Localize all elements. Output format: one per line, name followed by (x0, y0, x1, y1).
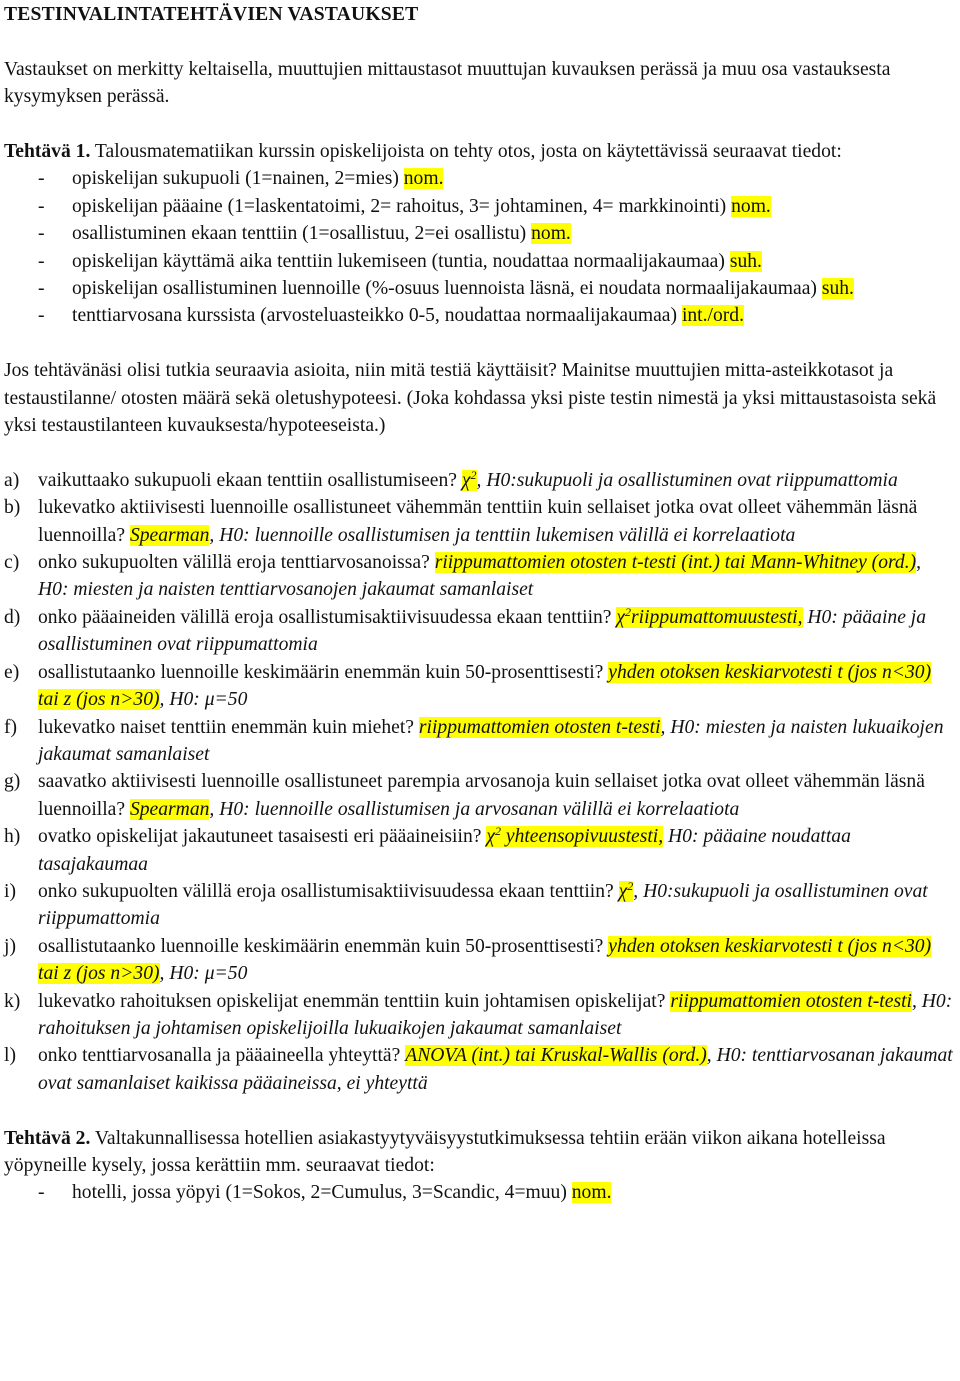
item-question: onko tenttiarvosanalla ja pääaineella yhteyttä? (38, 1045, 406, 1067)
intro-paragraph: Vastaukset on merkitty keltaisella, muuttujien mittaustasot muuttujan kuvauksen perässä ja muu osa vastauksesta kysymyksen perässä. (4, 58, 891, 108)
variable-text: tenttiarvosana kurssista (arvosteluasteikko 0-5, noudattaa normaalijakaumaa) (72, 305, 682, 327)
item-letter: e) (4, 661, 20, 683)
list-item (4, 988, 956, 1043)
item-letter: c) (4, 552, 20, 574)
list-item (4, 768, 956, 823)
task1-item-list (4, 467, 956, 1097)
item-question: lukevatko rahoituksen opiskelijat enemmän tenttiin kuin johtamisen opiskelijat? (38, 990, 671, 1012)
measurement-level: suh. (729, 250, 762, 272)
task2-variable-list (4, 1179, 956, 1206)
task1-intro (4, 138, 956, 165)
item-question: ovatko opiskelijat jakautuneet tasaisesti eri pääaineisiin? (38, 826, 487, 848)
item-answer: riippumattomien otosten t-testi (670, 990, 912, 1012)
task1-question (4, 357, 956, 439)
list-item (4, 823, 956, 878)
item-answer: yhden otoksen keskiarvotesti t (jos n<30) tai z (jos n>30) (38, 935, 932, 985)
measurement-level: nom. (731, 195, 771, 217)
item-hypothesis: , H0:sukupuoli ja osallistuminen ovat riippumattomia (476, 469, 898, 491)
item-letter: d) (4, 606, 21, 628)
item-answer: riippumattomien otosten t-testi (418, 716, 661, 738)
variable-item: - opiskelijan pääaine (1=laskentatoimi, 2= rahoitus, 3= johtaminen, 4= markkinointi) nom. (38, 195, 771, 217)
variable-item: - opiskelijan osallistuminen luennoille (%-osuus luennoista läsnä, ei noudata normaalijakaumaa) suh. (38, 278, 854, 300)
list-item (4, 467, 956, 494)
item-answer: $\chi^2$ yhteensopivuustesti, (486, 824, 664, 848)
item-hypothesis: H0: pääaine ja osallistuminen ovat riippumattomia (38, 606, 927, 656)
variable-item: - tenttiarvosana kurssista (arvosteluasteikko 0-5, noudattaa normaalijakaumaa) int./ord. (38, 305, 744, 327)
question-part: Mainitse muuttujien mitta-asteikkotasot ja testaustilanne/ otosten määrä sekä oletushypoteesi. (4, 360, 894, 409)
item-answer: $\chi^2$ (461, 467, 477, 491)
item-question: osallistutaanko luennoille keskimäärin enemmän kuin 50-prosenttisesti? (38, 935, 609, 957)
task2-label: Tehtävä 2. (4, 1127, 91, 1149)
list-item (4, 659, 956, 714)
item-answer: Spearman (129, 524, 210, 546)
item-hypothesis: , H0: luennoille osallistumisen ja arvosanan välillä ei korrelaatiota (209, 798, 740, 820)
item-letter: h) (4, 826, 21, 848)
item-answer: riippumattomien otosten t-testi (int.) tai Mann-Whitney (ord.) (434, 552, 917, 574)
measurement-level: nom. (571, 1182, 612, 1204)
measurement-level: int./ord. (681, 305, 744, 327)
list-item (4, 494, 956, 549)
item-answer: $\chi^2$ (618, 878, 634, 902)
item-hypothesis: , H0: rahoituksen ja johtamisen opiskelijoilla lukuaikojen jakaumat samanlaiset (38, 990, 953, 1039)
list-item (4, 549, 956, 604)
variable-text: hotelli, jossa yöpyi (1=Sokos, 2=Cumulus, 3=Scandic, 4=muu) (72, 1182, 572, 1204)
task1-variable-list (4, 165, 956, 329)
item-question: lukevatko naiset tenttiin enemmän kuin miehet? (38, 716, 419, 738)
variable-text: opiskelijan käyttämä aika tenttiin lukemiseen (tuntia, noudattaa normaalijakaumaa) (72, 250, 730, 272)
variable-text: opiskelijan pääaine (1=laskentatoimi, 2= rahoitus, 3= johtaminen, 4= markkinointi) (72, 195, 732, 217)
task2-text: Valtakunnallisessa hotellien asiakastyytyväisyystutkimuksessa tehtiin erään viikon aikana hotelleissa yöpyneille kysely, jossa kerättiin mm. seuraavat tiedot: (4, 1127, 886, 1176)
item-question: vaikuttaako sukupuoli ekaan tenttiin osallistumiseen? (38, 469, 462, 491)
item-question: osallistutaanko luennoille keskimäärin enemmän kuin 50-prosenttisesti? (38, 661, 609, 683)
question-part: (Joka kohdassa yksi piste testin nimestä ja yksi mittaustasoista sekä yksi testaustilanteen kuvauksesta/hypoteeseista.) (4, 387, 937, 437)
measurement-level: suh. (821, 278, 854, 300)
variable-text: opiskelijan osallistuminen luennoille (%-osuus luennoista läsnä, ei noudata normaalijakaumaa) (72, 278, 822, 300)
item-answer: $\chi^2riippumattomuustesti$, (616, 604, 803, 628)
item-hypothesis: , H0: tenttiarvosanan jakaumat ovat samanlaiset kaikissa pääaineissa, ei yhteyttä (38, 1045, 953, 1094)
item-letter: i) (4, 880, 16, 902)
item-question: lukevatko aktiivisesti luennoille osallistuneet vähemmän tenttiin kuin sellaiset jotka ovat olleet vähemmän läsnä luennoilla? (38, 497, 918, 546)
item-letter: k) (4, 990, 21, 1012)
list-item (4, 604, 956, 659)
item-question: onko sukupuolten välillä eroja tenttiarvosanoissa? (38, 552, 435, 574)
measurement-level: nom. (531, 223, 571, 245)
item-letter: g) (4, 771, 21, 793)
item-question: onko pääaineiden välillä eroja osallistumisaktiivisuudessa ekaan tenttiin? (38, 606, 617, 628)
item-hypothesis: , H0: μ=50 (159, 689, 248, 711)
item-letter: l) (4, 1045, 16, 1067)
variable-text: opiskelijan sukupuoli (1=nainen, 2=mies) (72, 168, 404, 190)
item-letter: a) (4, 469, 20, 491)
item-letter: f) (4, 716, 18, 738)
variable-item: - hotelli, jossa yöpyi (1=Sokos, 2=Cumulus, 3=Scandic, 4=muu) nom. (38, 1182, 612, 1204)
task1-text: Talousmatematiikan kurssin opiskelijoista on tehty otos, josta on käytettävissä seuraavat tiedot: (90, 141, 842, 162)
item-question: saavatko aktiivisesti luennoille osallistuneet parempia arvosanoja kuin sellaiset jotka ovat olleet vähemmän läsnä luennoilla? (38, 771, 925, 820)
item-hypothesis: , H0:sukupuoli ja osallistuminen ovat riippumattomia (38, 880, 928, 930)
item-hypothesis: H0: pääaine noudattaa tasajakaumaa (38, 826, 851, 875)
task2-intro (4, 1125, 956, 1180)
item-letter: b) (4, 497, 21, 519)
variable-text: osallistuminen ekaan tenttiin (1=osallistuu, 2=ei osallistu) (72, 223, 532, 245)
item-letter: j) (4, 935, 16, 957)
item-answer: ANOVA (int.) tai Kruskal-Wallis (ord.) (405, 1045, 707, 1067)
list-item (4, 933, 956, 988)
item-answer: Spearman (129, 798, 210, 820)
item-question: onko sukupuolten välillä eroja osallistumisaktiivisuudessa ekaan tenttiin? (38, 880, 619, 902)
item-hypothesis: , H0: miesten ja naisten tenttiarvosanojen jakaumat samanlaiset (38, 552, 922, 601)
variable-item: - opiskelijan käyttämä aika tenttiin lukemiseen (tuntia, noudattaa normaalijakaumaa) suh. (38, 250, 762, 272)
measurement-level: nom. (403, 168, 444, 190)
item-hypothesis: , H0: miesten ja naisten lukuaikojen jakaumat samanlaiset (38, 716, 944, 765)
item-answer: yhden otoksen keskiarvotesti t (jos n<30) tai z (jos n>30) (38, 661, 932, 711)
list-item (4, 878, 956, 933)
task1-label: Tehtävä 1. (4, 141, 91, 162)
item-hypothesis: , H0: μ=50 (159, 963, 248, 985)
variable-item: - osallistuminen ekaan tenttiin (1=osallistuu, 2=ei osallistu) nom. (38, 223, 571, 245)
list-item (4, 1042, 956, 1097)
variable-item: - opiskelijan sukupuoli (1=nainen, 2=mies) nom. (38, 168, 444, 190)
question-part: Jos tehtävänäsi olisi tutkia seuraavia asioita, niin mitä testiä käyttäisit? (4, 360, 557, 382)
item-hypothesis: , H0: luennoille osallistumisen ja tenttiin lukemisen välillä ei korrelaatiota (209, 524, 796, 546)
document-title: TESTINVALINTATEHTÄVIEN VASTAUKSET (4, 4, 419, 25)
list-item (4, 714, 956, 769)
